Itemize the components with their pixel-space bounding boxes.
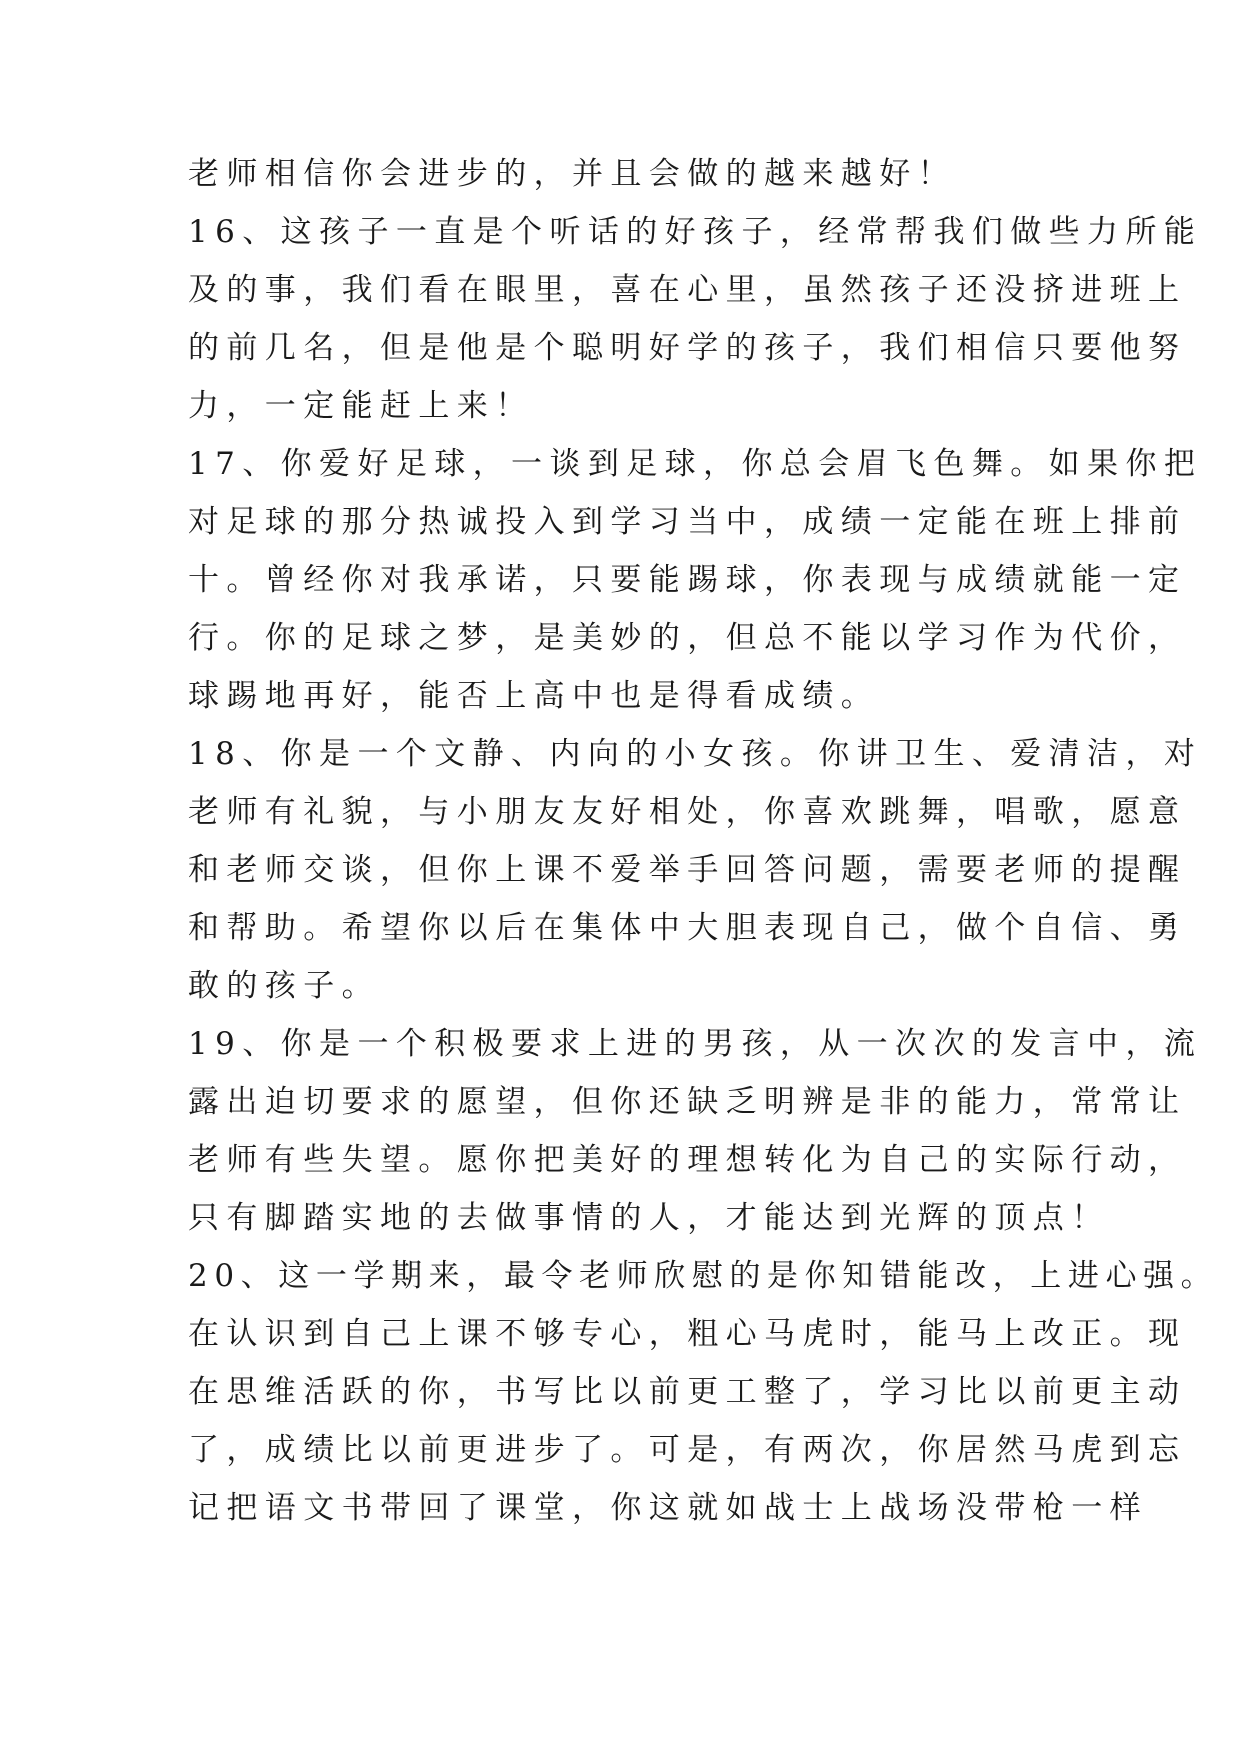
text-line: 在认识到自己上课不够专心，粗心马虎时，能马上改正。现 bbox=[188, 1316, 1187, 1352]
text-line: 只有脚踏实地的去做事情的人，才能达到光辉的顶点！ bbox=[188, 1200, 1110, 1236]
text-line: 和帮助。希望你以后在集体中大胆表现自己，做个自信、勇 bbox=[188, 910, 1187, 946]
text-line: 及的事，我们看在眼里，喜在心里，虽然孩子还没挤进班上 bbox=[188, 272, 1187, 308]
text-line: 19、你是一个积极要求上进的男孩，从一次次的发言中，流 bbox=[188, 1026, 1203, 1062]
text-line: 了，成绩比以前更进步了。可是，有两次，你居然马虎到忘 bbox=[188, 1432, 1187, 1468]
text-line: 老师有礼貌，与小朋友友好相处，你喜欢跳舞，唱歌，愿意 bbox=[188, 794, 1187, 830]
text-line: 记把语文书带回了课堂，你这就如战士上战场没带枪一样 bbox=[188, 1490, 1148, 1526]
text-line: 18、你是一个文静、内向的小女孩。你讲卫生、爱清洁，对 bbox=[188, 736, 1203, 772]
text-line: 老师相信你会进步的，并且会做的越来越好！ bbox=[188, 156, 956, 192]
text-line: 敢的孩子。 bbox=[188, 968, 380, 1004]
text-line: 对足球的那分热诚投入到学习当中，成绩一定能在班上排前 bbox=[188, 504, 1187, 540]
text-line: 十。曾经你对我承诺，只要能踢球，你表现与成绩就能一定 bbox=[188, 562, 1187, 598]
text-line: 球踢地再好，能否上高中也是得看成绩。 bbox=[188, 678, 880, 714]
text-line: 的前几名，但是他是个聪明好学的孩子，我们相信只要他努 bbox=[188, 330, 1187, 366]
text-line: 16、这孩子一直是个听话的好孩子，经常帮我们做些力所能 bbox=[188, 214, 1203, 250]
text-line: 力，一定能赶上来！ bbox=[188, 388, 534, 424]
text-line: 露出迫切要求的愿望，但你还缺乏明辨是非的能力，常常让 bbox=[188, 1084, 1187, 1120]
text-line: 在思维活跃的你，书写比以前更工整了，学习比以前更主动 bbox=[188, 1374, 1187, 1410]
text-line: 20、这一学期来，最令老师欣慰的是你知错能改，上进心强。 bbox=[188, 1258, 1219, 1294]
text-line: 17、你爱好足球，一谈到足球，你总会眉飞色舞。如果你把 bbox=[188, 446, 1203, 482]
document-body bbox=[188, 145, 1219, 1537]
text-line: 老师有些失望。愿你把美好的理想转化为自己的实际行动， bbox=[188, 1142, 1187, 1178]
text-line: 和老师交谈，但你上课不爱举手回答问题，需要老师的提醒 bbox=[188, 852, 1187, 888]
text-line: 行。你的足球之梦，是美妙的，但总不能以学习作为代价， bbox=[188, 620, 1187, 656]
